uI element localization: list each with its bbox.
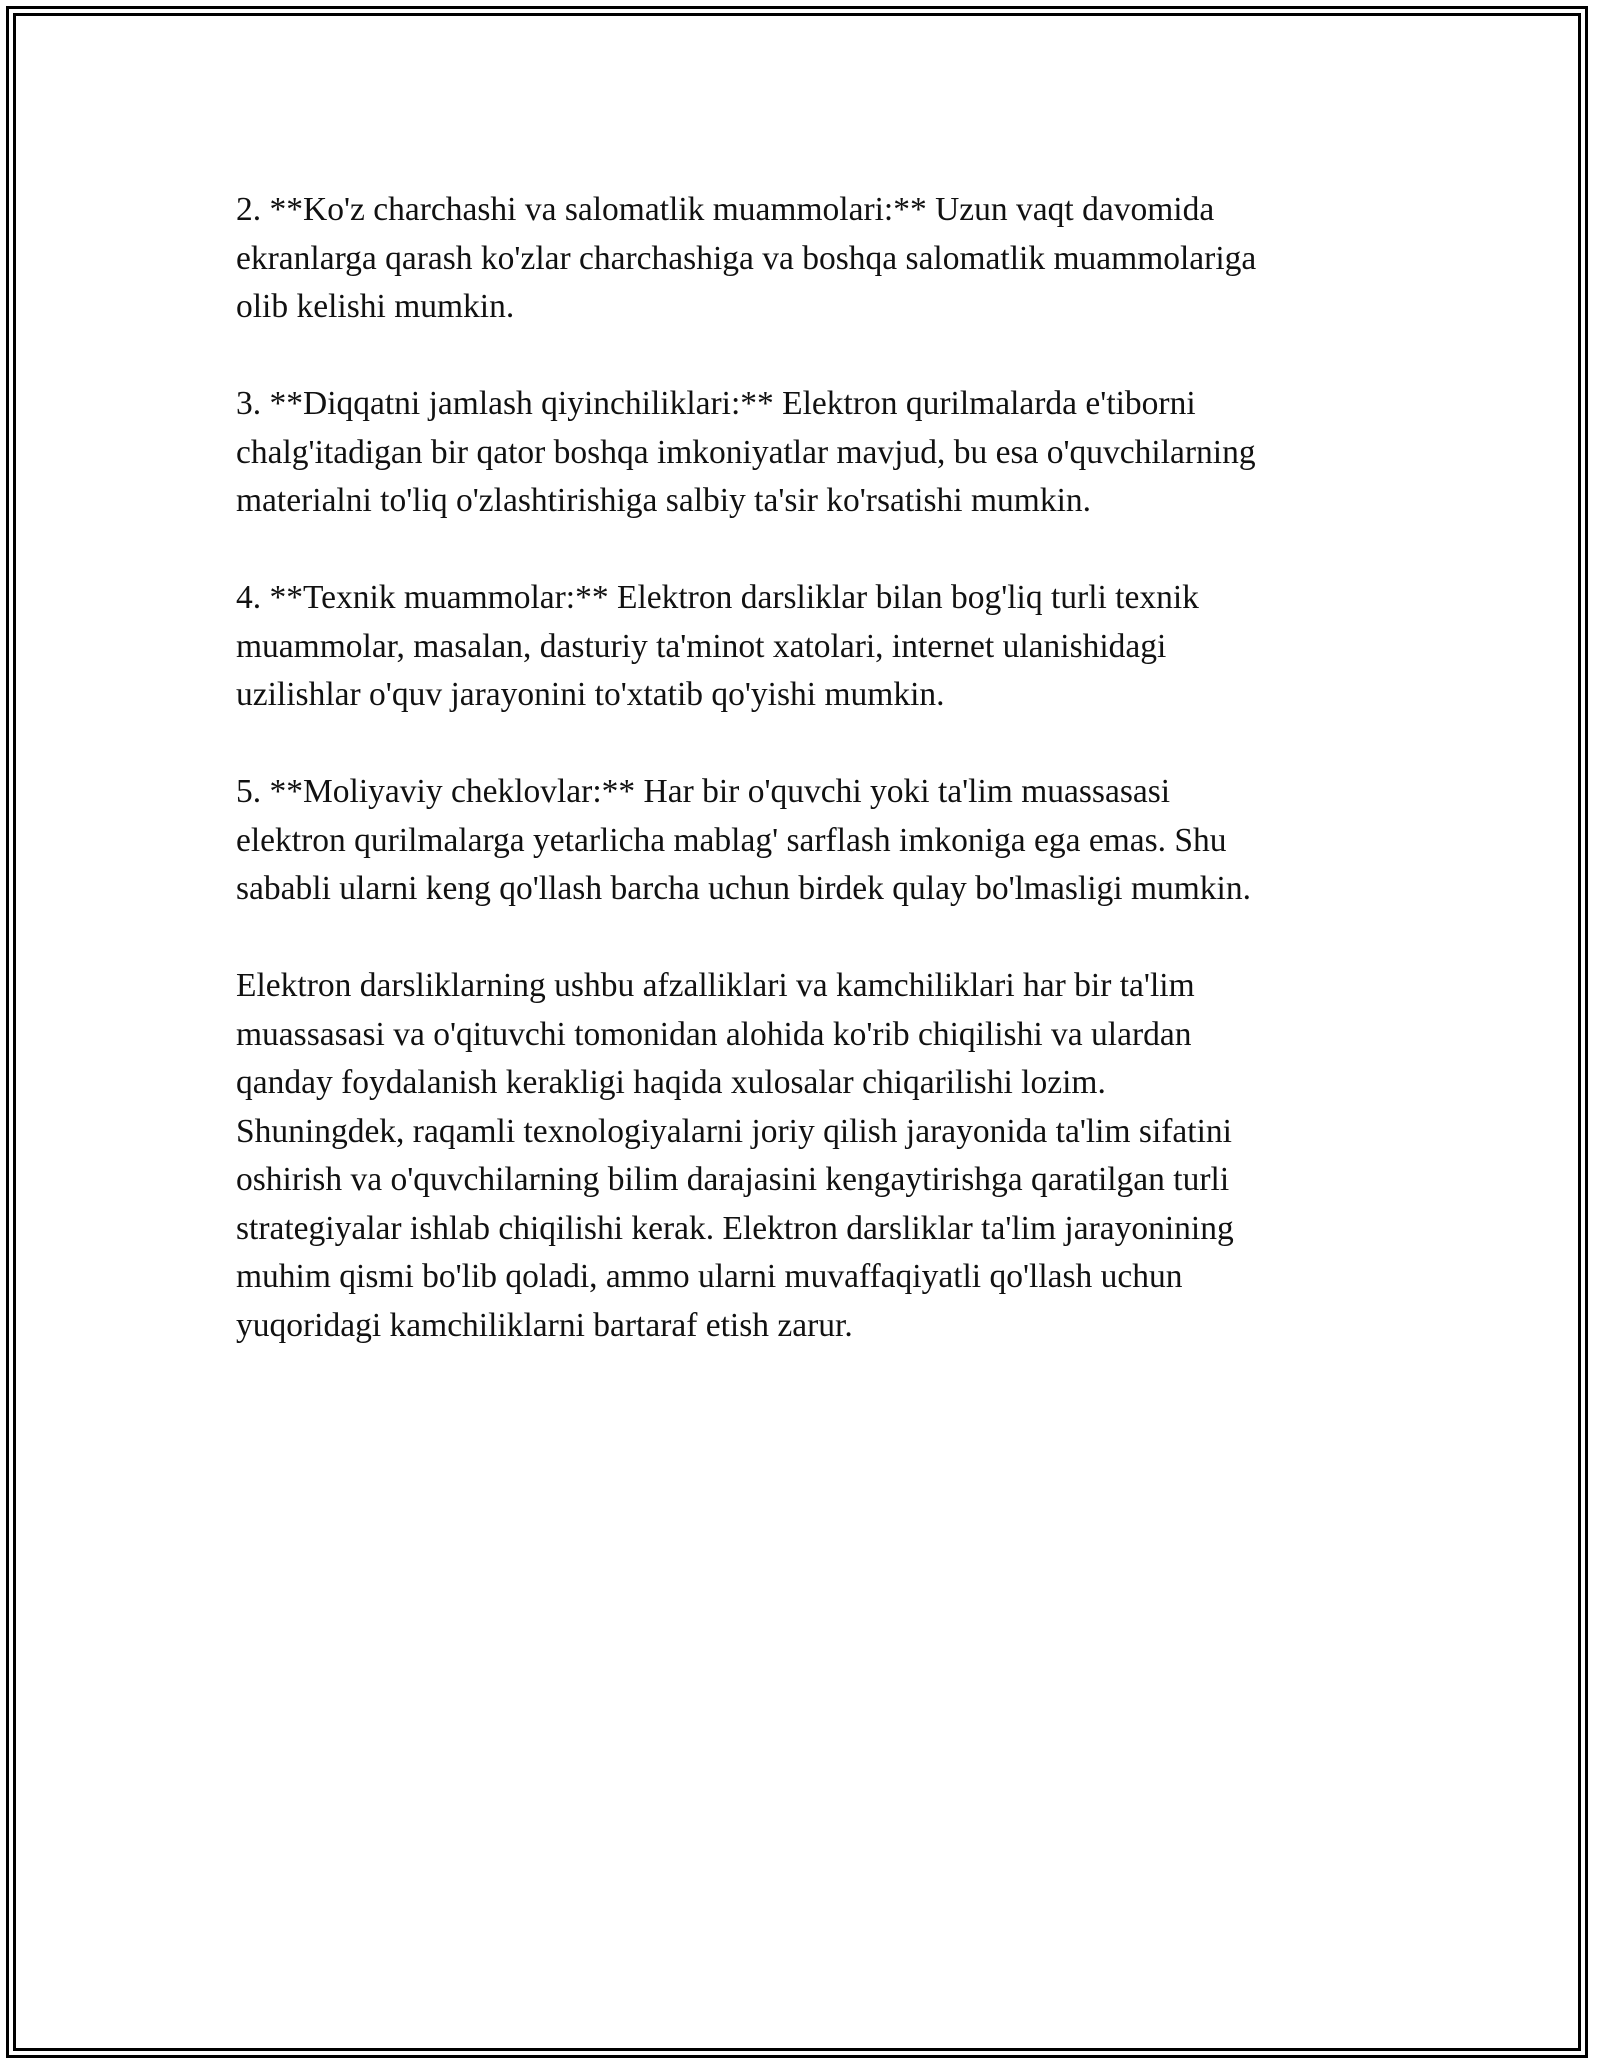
conclusion-paragraph: Elektron darsliklarning ushbu afzalliklari va kamchiliklari har bir ta'lim muassasasi va o'qituvchi tomonidan alohida ko'rib chiqilishi va ulardan qanday foydalanish kerakligi haqida xulosalar chiqarilishi lozim. Shuningdek, raqamli texnologiyalarni joriy qilish jarayonida ta'lim sifatini oshirish va o'quvchilarning bilim darajasini kengaytirishga qaratilgan turli strategiyalar ishlab chiqilishi kerak. Elektron darsliklar ta'lim jarayonining muhim qismi bo'lib qoladi, ammo ularni muvaffaqiyatli qo'llash uchun yuqoridagi kamchiliklarni bartaraf etish zarur. [236, 967, 1234, 1344]
list-item-concentration: 3. **Diqqatni jamlash qiyinchiliklari:** Elektron qurilmalarda e'tiborni chalg'itadigan bir qator boshqa imkoniyatlar mavjud, bu esa o'quvchilarning materialni to'liq o'zlashtirishiga salbiy ta'sir ko'rsatishi mumkin. [236, 385, 1256, 519]
list-item-eye-strain: 2. **Ko'z charchashi va salomatlik muammolari:** Uzun vaqt davomida ekranlarga qarash ko'zlar charchashiga va boshqa salomatlik muammolariga olib kelishi mumkin. [236, 191, 1257, 325]
list-item-financial-limits: 5. **Moliyaviy cheklovlar:** Har bir o'quvchi yoki ta'lim muassasasi elektron qurilmalarga yetarlicha mablag' sarflash imkoniga ega emas. Shu sababli ularni keng qo'llash barcha uchun birdek qulay bo'lmasligi mumkin. [236, 773, 1251, 907]
document-body [236, 186, 1376, 1399]
list-item-technical-problems: 4. **Texnik muammolar:** Elektron darsliklar bilan bog'liq turli texnik muammolar, masalan, dasturiy ta'minot xatolari, internet ulanishidagi uzilishlar o'quv jarayonini to'xtatib qo'yishi mumkin. [236, 579, 1199, 713]
